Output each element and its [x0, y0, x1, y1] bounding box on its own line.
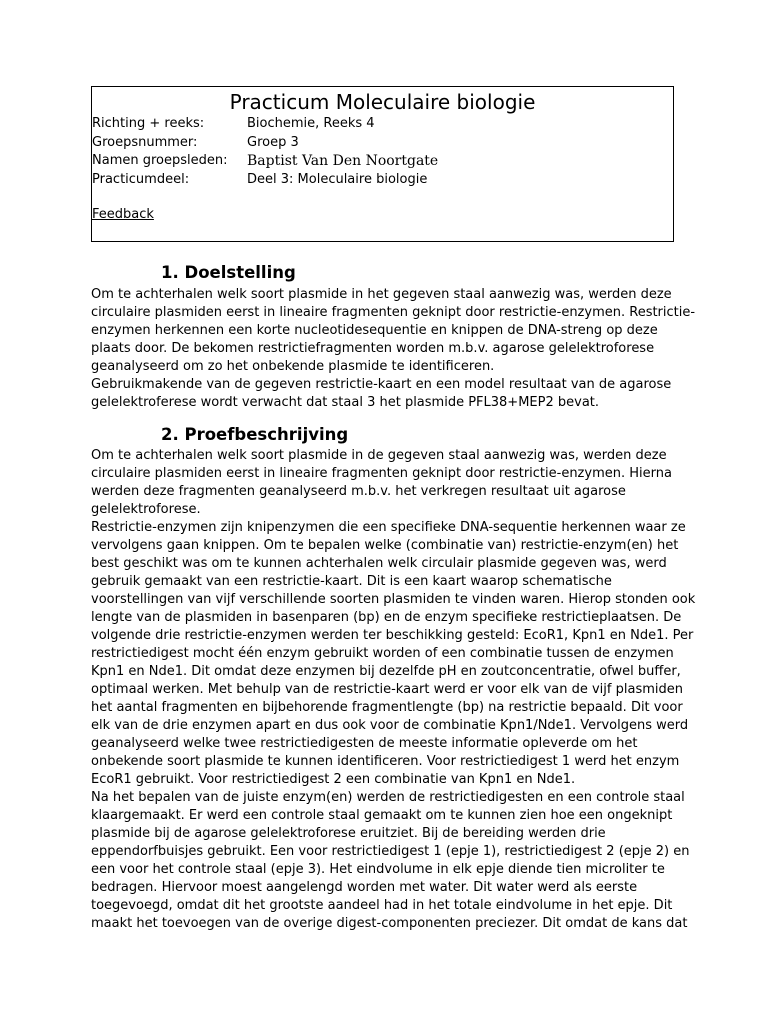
text-line: geanalyseerd om zo het onbekende plasmide te identificeren. [91, 359, 495, 374]
text-line: gebruik gemaakt van een restrictie-kaart. Dit is een kaart waarop schematische [91, 574, 612, 589]
feedback-link[interactable]: Feedback [92, 207, 154, 222]
text-line: gelelektroforese. [91, 502, 201, 517]
info-label: Groepsnummer: [92, 135, 198, 150]
text-line: een voor het controle staal (epje 3). Het eindvolume in elk epje diende tien microliter te [91, 862, 665, 877]
text-line: volgende drie restrictie-enzymen werden ter beschikking gesteld: EcoR1, Kpn1 en Nde1. Per [91, 628, 694, 643]
text-line: voorstellingen van vijf verschillende soorten plasmiden te vinden waren. Hierop stonden ook [91, 592, 696, 607]
text-line: enzymen herkennen een korte nucleotidesequentie en knippen de DNA-streng op deze [91, 323, 658, 338]
text-line: toegevoegd, omdat dit het grootste aandeel had in het totale eindvolume in het epje. Dit [91, 898, 673, 913]
text-line: circulaire plasmiden eerst in lineaire fragmenten geknipt door restrictie-enzymen. Hierna [91, 466, 672, 481]
section-heading-proefbeschrijving: 2. Proefbeschrijving [161, 425, 349, 444]
text-line: werden deze fragmenten geanalyseerd m.b.v. het verkregen resultaat uit agarose [91, 484, 626, 499]
section-heading-doelstelling: 1. Doelstelling [161, 263, 296, 282]
info-label: Practicumdeel: [92, 172, 190, 187]
info-label: Richting + reeks: [92, 116, 205, 131]
text-line: restrictiedigest mocht één enzym gebruikt worden of een combinatie tussen de enzymen [91, 646, 674, 661]
text-line: Na het bepalen van de juiste enzym(en) werden de restrictiedigesten en een controle staal [91, 790, 685, 805]
text-line: eppendorfbuisjes gebruikt. Een voor restrictiedigest 1 (epje 1), restrictiedigest 2 (epje 2) en [91, 844, 690, 859]
text-line: Om te achterhalen welk soort plasmide in het gegeven staal aanwezig was, werden deze [91, 287, 672, 302]
text-line: plasmide bij de agarose gelelektroforese eruitziet. Bij de bereiding werden drie [91, 826, 606, 841]
section-body-doelstelling [91, 286, 696, 412]
info-value: Biochemie, Reeks 4 [247, 116, 375, 131]
text-line: vervolgens gaan knippen. Om te bepalen welke (combinatie van) restrictie-enzym(en) het [91, 538, 679, 553]
document-title: Practicum Moleculaire biologie [229, 90, 536, 114]
text-line: circulaire plasmiden eerst in lineaire fragmenten geknipt door restrictie-enzymen. Restrictie- [91, 305, 696, 320]
text-line: best geschikt was om te kunnen achterhalen welk circulair plasmide gegeven was, werd [91, 556, 667, 571]
info-value: Deel 3: Moleculaire biologie [247, 172, 428, 187]
info-value: Baptist Van Den Noortgate [247, 153, 439, 169]
text-line: maakt het toevoegen van de overige digest-componenten preciezer. Dit omdat de kans dat [91, 916, 688, 931]
info-label: Namen groepsleden: [92, 153, 228, 168]
section-body-proefbeschrijving [91, 447, 696, 933]
text-line: elk van de drie enzymen apart en dus ook voor de combinatie Kpn1/Nde1. Vervolgens werd [91, 718, 689, 733]
text-line: klaargemaakt. Er werd een controle staal gemaakt om te kunnen zien hoe een ongeknipt [91, 808, 673, 823]
text-line: Kpn1 en Nde1. Dit omdat deze enzymen bij dezelfde pH en zoutconcentratie, ofwel buffer, [91, 664, 681, 679]
header-box [91, 86, 674, 242]
text-line: Restrictie-enzymen zijn knipenzymen die een specifieke DNA-sequentie herkennen waar ze [91, 520, 686, 535]
info-value: Groep 3 [247, 135, 299, 150]
text-line: lengte van de plasmiden in basenparen (bp) en de enzym specifieke restrictieplaatsen. De [91, 610, 682, 625]
text-line: gelelektroferese wordt verwacht dat staal 3 het plasmide PFL38+MEP2 bevat. [91, 395, 600, 410]
text-line: Om te achterhalen welk soort plasmide in de gegeven staal aanwezig was, werden deze [91, 448, 667, 463]
text-line: Gebruikmakende van de gegeven restrictie-kaart en een model resultaat van de agarose [91, 377, 672, 392]
text-line: optimaal werken. Met behulp van de restrictie-kaart werd er voor elk van de vijf plasmiden [91, 682, 683, 697]
text-line: geanalyseerd welke twee restrictiedigesten de meeste informatie opleverde om het [91, 736, 638, 751]
text-line: bedragen. Hiervoor moest aangelengd worden met water. Dit water werd als eerste [91, 880, 638, 895]
text-line: EcoR1 gebruikt. Voor restrictiedigest 2 een combinatie van Kpn1 en Nde1. [91, 772, 576, 787]
text-line: plaats door. De bekomen restrictiefragmenten worden m.b.v. agarose gelelektroforese [91, 341, 655, 356]
text-line: onbekende soort plasmide te kunnen identificeren. Voor restrictiedigest 1 werd het enzym [91, 754, 680, 769]
text-line: het aantal fragmenten en bijbehorende fragmentlengte (bp) na restrictie bepaald. Dit voor [91, 700, 683, 715]
